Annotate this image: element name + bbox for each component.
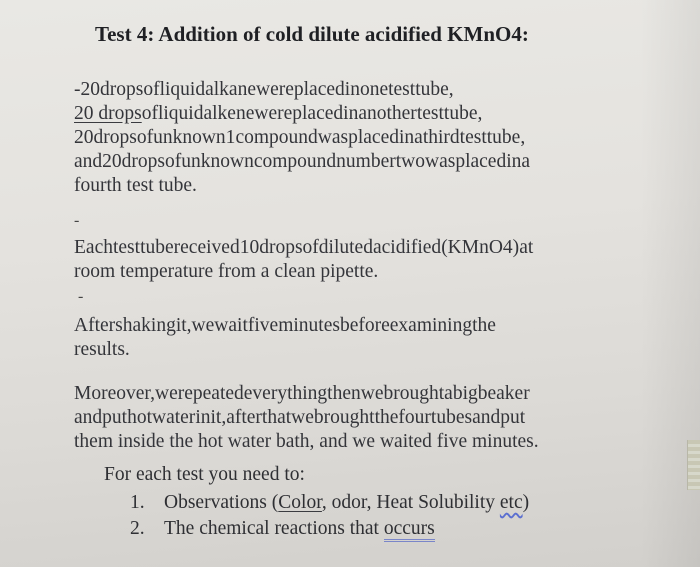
word: wait <box>214 315 248 336</box>
word: another <box>358 103 417 124</box>
instructions-heading: For each test you need to: <box>104 464 305 485</box>
paragraph-line <box>74 102 636 126</box>
spellcheck-word: etc <box>499 492 523 513</box>
word: minutes <box>278 315 340 336</box>
word: third <box>422 127 460 148</box>
paragraph-line: them inside the hot water bath, and we waited five minutes. <box>74 431 539 452</box>
word: the <box>374 407 399 428</box>
word: a <box>521 151 531 172</box>
word: test <box>416 103 444 124</box>
word: put <box>102 407 128 428</box>
list-item <box>130 490 529 516</box>
word: in <box>195 407 211 428</box>
word: After <box>74 315 116 336</box>
paragraph-setup <box>74 78 636 198</box>
word: unknown1 <box>153 127 236 148</box>
bullet-dash: - <box>74 79 81 100</box>
word: tube, <box>443 103 483 124</box>
word: in <box>343 103 359 124</box>
word: were <box>256 79 294 100</box>
word: diluted <box>318 237 373 258</box>
list-item <box>130 516 529 542</box>
document-title: Test 4: Addition of cold dilute acidified KMnO4: <box>95 22 529 46</box>
list-text: , odor, Heat Solubility <box>321 492 500 513</box>
word: of <box>141 103 158 124</box>
word: was <box>317 127 349 148</box>
paragraph-line <box>74 78 636 102</box>
word: of <box>143 79 160 100</box>
word: brought <box>383 383 445 404</box>
word: and <box>74 151 103 172</box>
word: tube, <box>486 127 526 148</box>
paragraph-line <box>74 382 620 406</box>
grammar-flag-word: occurs <box>384 518 435 542</box>
word: and <box>472 407 501 428</box>
bullet-dash: - <box>74 212 80 229</box>
word: two <box>395 151 425 172</box>
word: put <box>500 407 526 428</box>
word: of <box>165 151 182 172</box>
paragraph-line <box>74 126 636 150</box>
word: repeated <box>177 383 244 404</box>
instructions-list <box>130 490 529 542</box>
word: test <box>459 127 487 148</box>
word: placed <box>348 127 399 148</box>
word: beaker <box>477 383 530 404</box>
word: 20 <box>102 151 122 172</box>
word: placed <box>455 151 507 172</box>
word: 10 <box>239 237 260 258</box>
paragraph-line <box>74 406 620 430</box>
word: alkene <box>203 103 255 124</box>
word: tube <box>140 237 174 258</box>
underlined-word: Color <box>278 492 322 513</box>
word: a <box>414 127 423 148</box>
word: tube, <box>415 79 454 100</box>
word: was <box>425 151 456 172</box>
word: the <box>472 315 496 336</box>
paragraph-line: results. <box>74 339 130 360</box>
word: alkane <box>205 79 256 100</box>
word: received <box>173 237 240 258</box>
paragraph-line: fourth test tube. <box>74 175 197 196</box>
word: and <box>74 407 103 428</box>
paragraph-hot-water <box>74 382 620 454</box>
word: 20 <box>74 127 94 148</box>
word: number <box>336 151 396 172</box>
list-text: Observations ( <box>164 492 279 513</box>
list-text: The chemical reactions that <box>164 518 384 539</box>
word: of <box>302 237 319 258</box>
word: brought <box>313 407 375 428</box>
word: in <box>506 151 522 172</box>
page-edge-strip <box>687 440 700 490</box>
word: Moreover, <box>74 383 155 404</box>
paragraph-shaking <box>74 314 622 362</box>
word: compound <box>253 151 337 172</box>
word: hot <box>127 407 152 428</box>
word: placed <box>293 79 345 100</box>
word: we <box>291 407 314 428</box>
word: 20 <box>80 79 100 100</box>
word: one <box>359 79 389 100</box>
word: of <box>136 127 154 148</box>
paragraph-line <box>74 150 636 174</box>
word: (KMnO4) <box>441 237 520 258</box>
word: four <box>398 407 431 428</box>
word: examining <box>389 315 473 336</box>
word: Each <box>74 237 113 258</box>
word: test <box>388 79 416 100</box>
word: at <box>519 237 534 258</box>
word: acidified <box>372 237 442 258</box>
underlined-word: 20 drops <box>74 103 142 124</box>
word: then <box>327 383 361 404</box>
word: in <box>398 127 415 148</box>
word: drops <box>121 151 165 172</box>
word: it, <box>210 407 227 428</box>
word: drops <box>100 79 144 100</box>
list-number: 1. <box>130 492 145 513</box>
word: that <box>261 407 292 428</box>
word: shaking <box>115 315 176 336</box>
word: in <box>344 79 360 100</box>
paragraph-line <box>74 236 628 260</box>
paragraph-line: room temperature from a clean pipette. <box>74 261 379 282</box>
word: before <box>339 315 390 336</box>
paragraph-reagent <box>74 236 628 284</box>
word: we <box>360 383 384 404</box>
bullet-dash: - <box>78 288 84 305</box>
word: unknown <box>181 151 254 172</box>
word: big <box>452 383 478 404</box>
word: drops <box>93 127 137 148</box>
word: water <box>152 407 196 428</box>
word: tubes <box>430 407 473 428</box>
word: compound <box>235 127 318 148</box>
word: after <box>226 407 262 428</box>
word: liquid <box>159 79 206 100</box>
word: it, <box>175 315 192 336</box>
word: we <box>191 315 215 336</box>
word: a <box>444 383 453 404</box>
word: five <box>247 315 279 336</box>
word: test <box>112 237 141 258</box>
list-number: 2. <box>130 518 145 539</box>
word: everything <box>243 383 328 404</box>
word: liquid <box>157 103 204 124</box>
word: placed <box>292 103 344 124</box>
paragraph-line <box>74 314 622 338</box>
list-text: ) <box>522 492 530 513</box>
word: we <box>154 383 178 404</box>
word: drops <box>259 237 303 258</box>
word: were <box>254 103 293 124</box>
